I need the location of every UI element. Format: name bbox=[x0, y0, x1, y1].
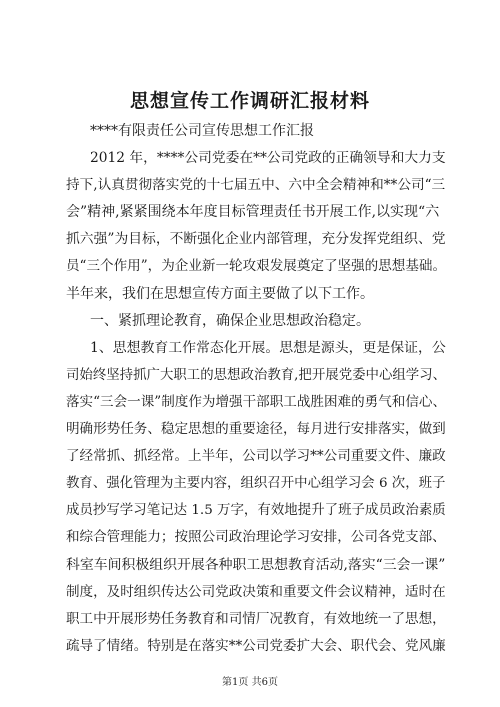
paragraph-line: 1、思想教育工作常态化开展。思想是源头，更是保证，公 bbox=[90, 339, 446, 356]
paragraph-line: 2012 年，****公司党委在**公司党政的正确领导和大力支 bbox=[90, 150, 446, 167]
section-heading: 一、紧抓理论教育，确保企业思想政治稳定。 bbox=[90, 312, 370, 329]
paragraph-line: 成员抄写学习笔记达 1.5 万字，有效地提升了班子成员政治素质 bbox=[66, 503, 446, 519]
paragraph-line: 了经常抓、抓经常。上半年，公司以学习**公司重要文件、廉政 bbox=[66, 448, 446, 465]
paragraph-line: 员“三个作用”，为企业新一轮攻艰发展奠定了坚强的思想基础。 bbox=[66, 258, 446, 275]
paragraph-line: 疏导了情绪。特别是在落实**公司党委扩大会、职代会、党风廉 bbox=[66, 637, 446, 654]
page-number-footer: 第1页 共6页 bbox=[222, 677, 278, 688]
paragraph-line: 持下,认真贯彻落实党的十七届五中、六中全会精神和**公司“三 bbox=[66, 177, 446, 194]
paragraph-line: 和综合管理能力；按照公司政治理论学习安排，公司各党支部、 bbox=[66, 529, 446, 546]
document-body bbox=[66, 118, 446, 660]
paragraph-line: 半年来，我们在思想宣传方面主要做了以下工作。 bbox=[66, 285, 374, 302]
document-title: 思想宣传工作调研汇报材料 bbox=[129, 90, 370, 112]
paragraph-line: 明确形势任务、稳定思想的重要途径，每月进行安排落实，做到 bbox=[66, 421, 446, 438]
paragraph-line: 抓六强”为目标，不断强化企业内部管理，充分发挥党组织、党 bbox=[66, 231, 446, 248]
paragraph-line: 司始终坚持抓广大职工的思想政治教育,把开展党委中心组学习、 bbox=[66, 367, 446, 383]
paragraph-line: 科室车间积极组织开展各种职工思想教育活动,落实“三会一课” bbox=[66, 556, 446, 573]
paragraph-line: 教育、强化管理为主要内容，组织召开中心组学习会 6 次，班子 bbox=[66, 476, 446, 492]
paragraph-line: 职工中开展形势任务教育和司情厂况教育，有效地统一了思想， bbox=[66, 610, 446, 627]
paragraph-line: 落实“三会一课”制度作为增强干部职工战胜困难的勇气和信心、 bbox=[66, 393, 446, 410]
paragraph-line: 会”精神,紧紧围绕本年度目标管理责任书开展工作,以实现“六 bbox=[66, 204, 440, 221]
paragraph-line: 制度，及时组织传达公司党政决策和重要文件会议精神，适时在 bbox=[66, 583, 446, 600]
paragraph-line: ****有限责任公司宣传思想工作汇报 bbox=[90, 123, 314, 139]
